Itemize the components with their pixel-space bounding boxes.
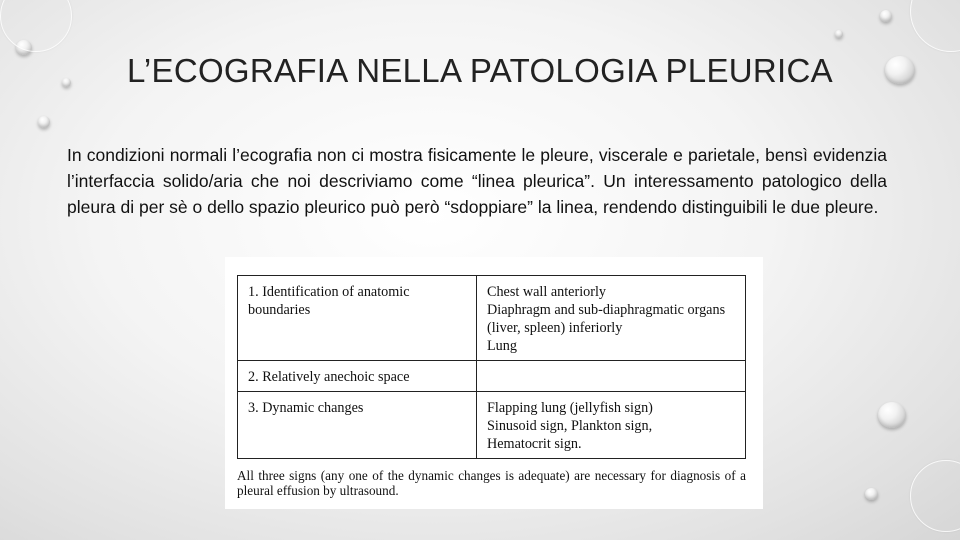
table-figure xyxy=(225,257,763,509)
water-ring-decoration xyxy=(910,0,960,52)
criterion-cell: 3. Dynamic changes xyxy=(238,392,477,459)
intro-paragraph: In condizioni normali l’ecografia non ci mostra fisicamente le pleure, viscerale e parietale, bensì evidenzia l’interfaccia solido/aria che noi descriviamo come “linea pleurica”. Un interessamento patologico della pleura di per sè o dello spazio pleurico può però “sdoppiare” la linea, rendendo distinguibili le due pleure. xyxy=(67,145,887,217)
details-cell xyxy=(477,392,746,459)
water-ring-decoration xyxy=(0,0,72,52)
water-drop-decoration xyxy=(880,10,892,22)
table-row xyxy=(238,392,746,459)
table-row xyxy=(238,361,746,392)
detail-line: Diaphragm and sub-diaphragmatic organs (liver, spleen) inferiorly xyxy=(487,302,726,336)
table-row xyxy=(238,276,746,361)
water-ring-decoration xyxy=(910,460,960,532)
detail-line: Sinusoid sign, Plankton sign, xyxy=(487,418,653,434)
detail-line: Flapping lung (jellyfish sign) xyxy=(487,400,653,416)
water-drop-decoration xyxy=(865,488,878,500)
water-drop-decoration xyxy=(878,402,906,428)
water-drop-decoration xyxy=(38,116,50,128)
details-cell xyxy=(477,276,746,361)
details-cell xyxy=(477,361,746,392)
detail-line: Hematocrit sign. xyxy=(487,436,582,452)
criterion-cell: 2. Relatively anechoic space xyxy=(238,361,477,392)
detail-line: Lung xyxy=(487,338,517,354)
criteria-table xyxy=(237,275,746,459)
table-caption: All three signs (any one of the dynamic changes is adequate) are necessary for diagnosis of a pleural effusion by ultrasound. xyxy=(237,468,746,498)
water-drop-decoration xyxy=(835,30,843,38)
detail-line: Chest wall anteriorly xyxy=(487,284,606,300)
slide-title: L’ECOGRAFIA NELLA PATOLOGIA PLEURICA xyxy=(127,52,833,89)
criterion-cell: 1. Identification of anatomic boundaries xyxy=(238,276,477,361)
